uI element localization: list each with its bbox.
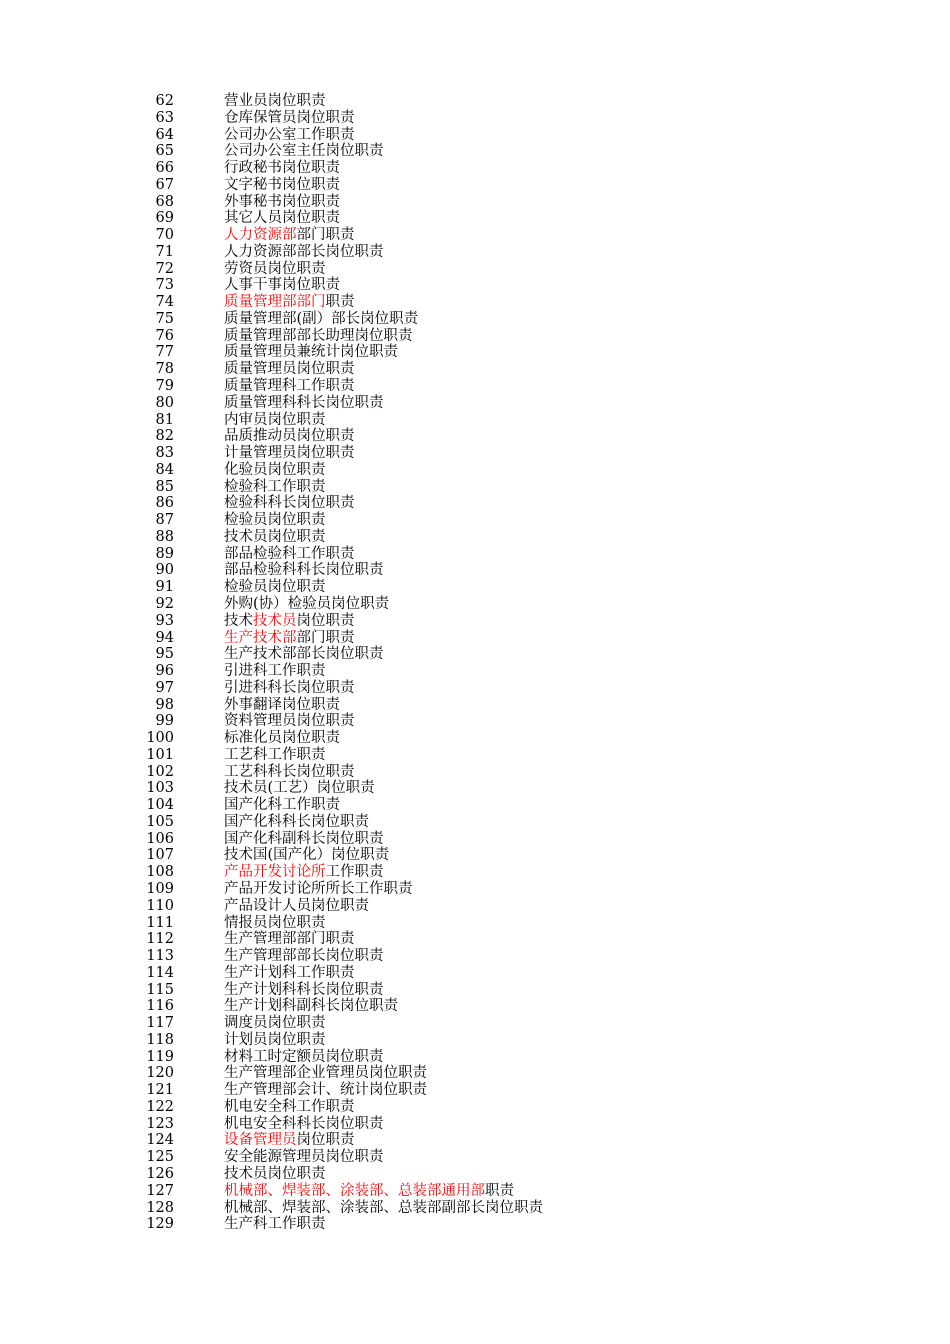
item-title xyxy=(224,361,355,378)
item-number: 108 xyxy=(146,864,174,881)
item-number: 99 xyxy=(155,713,174,730)
item-title xyxy=(224,1049,384,1066)
list-item xyxy=(0,495,950,512)
title-text: 国产化科科长岗位职责 xyxy=(224,813,369,830)
item-number: 105 xyxy=(146,813,174,830)
list-item xyxy=(0,479,950,496)
item-number: 68 xyxy=(155,193,174,210)
list-item xyxy=(0,1049,950,1066)
title-text: 文字秘书岗位职责 xyxy=(224,176,340,193)
title-text: 仓库保管员岗位职责 xyxy=(224,109,355,126)
highlighted-text: 机械部、焊装部、涂装部、总装部通用部 xyxy=(224,1182,485,1199)
item-title xyxy=(224,697,340,714)
title-text: 工艺科科长岗位职责 xyxy=(224,763,355,780)
item-title xyxy=(224,445,355,462)
title-text: 职责 xyxy=(325,294,355,311)
item-number: 70 xyxy=(155,227,174,244)
item-title xyxy=(224,261,326,278)
list-item xyxy=(0,915,950,932)
list-item xyxy=(0,697,950,714)
list-item xyxy=(0,1149,950,1166)
list-item xyxy=(0,948,950,965)
item-title xyxy=(224,630,355,647)
item-number: 107 xyxy=(146,847,174,864)
item-title xyxy=(224,294,355,311)
item-title xyxy=(224,1082,427,1099)
title-text: 行政秘书岗位职责 xyxy=(224,160,340,177)
item-title xyxy=(224,194,340,211)
item-number: 93 xyxy=(155,612,174,629)
item-number: 78 xyxy=(155,361,174,378)
title-text: 部门职责 xyxy=(296,629,355,646)
list-item xyxy=(0,881,950,898)
item-title xyxy=(224,244,384,261)
list-item xyxy=(0,445,950,462)
item-number: 67 xyxy=(155,176,174,193)
list-item xyxy=(0,143,950,160)
title-text: 国产化科副科长岗位职责 xyxy=(224,830,384,847)
list-item xyxy=(0,613,950,630)
item-title xyxy=(224,948,384,965)
item-title xyxy=(224,965,355,982)
item-title xyxy=(224,915,326,932)
item-title xyxy=(224,227,355,244)
item-title xyxy=(224,428,355,445)
item-title xyxy=(224,311,418,328)
list-item xyxy=(0,210,950,227)
title-text: 材料工时定额员岗位职责 xyxy=(224,1048,384,1065)
title-text: 品质推动员岗位职责 xyxy=(224,428,355,445)
item-number: 115 xyxy=(146,981,174,998)
list-item xyxy=(0,1082,950,1099)
list-item xyxy=(0,596,950,613)
list-item xyxy=(0,277,950,294)
item-number: 71 xyxy=(155,243,174,260)
title-text: 技术国(国产化）岗位职责 xyxy=(224,847,390,864)
list-item xyxy=(0,898,950,915)
item-title xyxy=(224,847,389,864)
item-number: 121 xyxy=(146,1082,174,1099)
item-number: 80 xyxy=(155,394,174,411)
title-text: 人事干事岗位职责 xyxy=(224,277,340,294)
item-number: 86 xyxy=(155,495,174,512)
item-number: 85 xyxy=(155,478,174,495)
item-title xyxy=(224,127,355,144)
list-item xyxy=(0,462,950,479)
item-number: 112 xyxy=(146,931,174,948)
title-text: 工作职责 xyxy=(325,864,384,881)
item-title xyxy=(224,479,326,496)
title-text: 质量管理科工作职责 xyxy=(224,378,355,395)
item-title xyxy=(224,596,389,613)
title-text: 外购(协）检验员岗位职责 xyxy=(224,595,390,612)
item-title xyxy=(224,613,355,630)
item-number: 62 xyxy=(155,93,174,109)
title-text: 技术员(工艺）岗位职责 xyxy=(224,780,375,797)
list-item xyxy=(0,529,950,546)
title-text: 人力资源部部长岗位职责 xyxy=(224,243,384,260)
title-text: 机械部、焊装部、涂装部、总装部副部长岗位职责 xyxy=(224,1199,543,1216)
list-item xyxy=(0,1183,950,1200)
list-item xyxy=(0,680,950,697)
list-item xyxy=(0,512,950,529)
list-item xyxy=(0,110,950,127)
highlighted-text: 质量管理部部门 xyxy=(224,294,326,311)
item-title xyxy=(224,982,384,999)
list-item xyxy=(0,344,950,361)
item-number: 72 xyxy=(155,260,174,277)
list-item xyxy=(0,93,950,110)
item-number: 65 xyxy=(155,143,174,160)
item-number: 103 xyxy=(146,780,174,797)
list-item xyxy=(0,412,950,429)
item-number: 66 xyxy=(155,160,174,177)
item-number: 114 xyxy=(146,964,174,981)
item-number: 79 xyxy=(155,378,174,395)
item-number: 87 xyxy=(155,512,174,529)
item-title xyxy=(224,713,355,730)
list-item xyxy=(0,127,950,144)
item-number: 113 xyxy=(146,948,174,965)
list-item xyxy=(0,1015,950,1032)
title-text: 质量管理员兼统计岗位职责 xyxy=(224,344,398,361)
item-number: 96 xyxy=(155,663,174,680)
item-title xyxy=(224,395,384,412)
title-text: 情报员岗位职责 xyxy=(224,914,326,931)
item-number: 116 xyxy=(146,998,174,1015)
item-number: 104 xyxy=(146,797,174,814)
item-number: 64 xyxy=(155,126,174,143)
list-item xyxy=(0,227,950,244)
highlighted-text: 技术员 xyxy=(253,612,297,629)
title-text: 部品检验科工作职责 xyxy=(224,545,355,562)
item-title xyxy=(224,1032,326,1049)
title-text: 技术员岗位职责 xyxy=(224,1166,326,1182)
item-title xyxy=(224,780,375,797)
list-item xyxy=(0,311,950,328)
item-title xyxy=(224,495,355,512)
item-number: 124 xyxy=(146,1132,174,1149)
highlighted-text: 设备管理员 xyxy=(224,1132,297,1149)
item-title xyxy=(224,529,326,546)
title-text: 引进科工作职责 xyxy=(224,663,326,680)
item-title xyxy=(224,1099,355,1116)
item-title xyxy=(224,1132,355,1149)
item-number: 74 xyxy=(155,294,174,311)
list-item xyxy=(0,328,950,345)
item-title xyxy=(224,277,340,294)
title-text: 检验科工作职责 xyxy=(224,478,326,495)
item-title xyxy=(224,1200,543,1217)
item-title xyxy=(224,110,355,127)
list-item xyxy=(0,713,950,730)
list-item xyxy=(0,294,950,311)
list-item xyxy=(0,864,950,881)
title-text: 公司办公室主任岗位职责 xyxy=(224,143,384,160)
item-number: 110 xyxy=(146,897,174,914)
item-number: 111 xyxy=(146,914,174,931)
item-number: 117 xyxy=(146,1015,174,1032)
title-text: 技术员岗位职责 xyxy=(224,528,326,545)
list-item xyxy=(0,797,950,814)
title-text: 劳资员岗位职责 xyxy=(224,260,326,277)
title-text: 部品检验科科长岗位职责 xyxy=(224,562,384,579)
title-text: 调度员岗位职责 xyxy=(224,1015,326,1032)
item-title xyxy=(224,579,326,596)
title-text: 安全能源管理员岗位职责 xyxy=(224,1149,384,1166)
highlighted-text: 人力资源部 xyxy=(224,227,297,244)
item-number: 95 xyxy=(155,646,174,663)
list-item xyxy=(0,780,950,797)
item-title xyxy=(224,797,340,814)
title-text: 质量管理部部长助理岗位职责 xyxy=(224,327,413,344)
list-item xyxy=(0,965,950,982)
list-item xyxy=(0,361,950,378)
title-text: 岗位职责 xyxy=(296,1132,355,1149)
list-item xyxy=(0,546,950,563)
title-text: 国产化科工作职责 xyxy=(224,797,340,814)
list-item xyxy=(0,831,950,848)
title-text: 工艺科工作职责 xyxy=(224,746,326,763)
item-number: 77 xyxy=(155,344,174,361)
list-item xyxy=(0,1216,950,1233)
list-item xyxy=(0,194,950,211)
item-number: 128 xyxy=(146,1199,174,1216)
item-title xyxy=(224,1116,384,1133)
item-number: 75 xyxy=(155,310,174,327)
list-item xyxy=(0,730,950,747)
item-title xyxy=(224,680,355,697)
item-title xyxy=(224,143,384,160)
item-number: 84 xyxy=(155,461,174,478)
item-number: 118 xyxy=(146,1031,174,1048)
item-title xyxy=(224,831,384,848)
title-text: 检验科科长岗位职责 xyxy=(224,495,355,512)
list-item xyxy=(0,1116,950,1133)
title-text: 外事翻译岗位职责 xyxy=(224,696,340,713)
item-title xyxy=(224,814,369,831)
item-title xyxy=(224,646,384,663)
item-number: 88 xyxy=(155,528,174,545)
list-item xyxy=(0,630,950,647)
title-text: 检验员岗位职责 xyxy=(224,512,326,529)
item-number: 123 xyxy=(146,1115,174,1132)
item-title xyxy=(224,562,384,579)
item-number: 63 xyxy=(155,109,174,126)
item-number: 106 xyxy=(146,830,174,847)
list-item xyxy=(0,1132,950,1149)
highlighted-text: 生产技术部 xyxy=(224,629,297,646)
list-item xyxy=(0,663,950,680)
item-title xyxy=(224,1065,427,1082)
item-number: 90 xyxy=(155,562,174,579)
item-number: 127 xyxy=(146,1182,174,1199)
item-title xyxy=(224,663,326,680)
list-item xyxy=(0,1200,950,1217)
item-title xyxy=(224,177,340,194)
item-number: 91 xyxy=(155,579,174,596)
item-number: 101 xyxy=(146,746,174,763)
list-item xyxy=(0,1099,950,1116)
duty-list xyxy=(0,93,950,1233)
title-text: 内审员岗位职责 xyxy=(224,411,326,428)
item-number: 102 xyxy=(146,763,174,780)
item-number: 125 xyxy=(146,1149,174,1166)
list-item xyxy=(0,428,950,445)
item-title xyxy=(224,412,326,429)
item-number: 82 xyxy=(155,428,174,445)
item-number: 69 xyxy=(155,210,174,227)
item-title xyxy=(224,1166,326,1183)
item-title xyxy=(224,328,413,345)
title-text: 生产计划科科长岗位职责 xyxy=(224,981,384,998)
list-item xyxy=(0,177,950,194)
title-text: 职责 xyxy=(485,1182,514,1199)
item-title xyxy=(224,898,369,915)
list-item xyxy=(0,244,950,261)
item-title xyxy=(224,1183,514,1200)
item-title xyxy=(224,998,398,1015)
list-item xyxy=(0,1065,950,1082)
list-item xyxy=(0,378,950,395)
title-text: 外事秘书岗位职责 xyxy=(224,193,340,210)
title-text: 产品开发讨论所所长工作职责 xyxy=(224,880,413,897)
title-text: 技术 xyxy=(224,612,253,629)
title-text: 计量管理员岗位职责 xyxy=(224,445,355,462)
title-text: 资料管理员岗位职责 xyxy=(224,713,355,730)
item-title xyxy=(224,344,398,361)
item-number: 109 xyxy=(146,880,174,897)
title-text: 生产管理部部门职责 xyxy=(224,931,355,948)
list-item xyxy=(0,395,950,412)
list-item xyxy=(0,998,950,1015)
item-title xyxy=(224,747,326,764)
item-number: 92 xyxy=(155,595,174,612)
item-title xyxy=(224,462,326,479)
title-text: 机电安全科工作职责 xyxy=(224,1098,355,1115)
list-item xyxy=(0,579,950,596)
item-title xyxy=(224,378,355,395)
list-item xyxy=(0,1166,950,1183)
title-text: 检验员岗位职责 xyxy=(224,579,326,596)
title-text: 公司办公室工作职责 xyxy=(224,126,355,143)
title-text: 质量管理员岗位职责 xyxy=(224,361,355,378)
item-number: 126 xyxy=(146,1166,174,1182)
item-title xyxy=(224,160,340,177)
title-text: 机电安全科科长岗位职责 xyxy=(224,1115,384,1132)
item-title xyxy=(224,764,355,781)
item-number: 89 xyxy=(155,545,174,562)
title-text: 质量管理科科长岗位职责 xyxy=(224,394,384,411)
title-text: 计划员岗位职责 xyxy=(224,1031,326,1048)
list-item xyxy=(0,931,950,948)
title-text: 引进科科长岗位职责 xyxy=(224,679,355,696)
title-text: 生产科工作职责 xyxy=(224,1216,326,1233)
highlighted-text: 产品开发讨论所 xyxy=(224,864,326,881)
item-title xyxy=(224,1015,326,1032)
item-title xyxy=(224,1216,326,1233)
item-title xyxy=(224,881,413,898)
title-text: 部门职责 xyxy=(296,227,355,244)
item-number: 76 xyxy=(155,327,174,344)
item-number: 100 xyxy=(146,730,174,747)
title-text: 生产管理部部长岗位职责 xyxy=(224,948,384,965)
list-item xyxy=(0,261,950,278)
item-title xyxy=(224,931,355,948)
item-title xyxy=(224,730,340,747)
title-text: 生产技术部部长岗位职责 xyxy=(224,646,384,663)
list-item xyxy=(0,814,950,831)
list-item xyxy=(0,847,950,864)
list-item xyxy=(0,1032,950,1049)
list-item xyxy=(0,160,950,177)
title-text: 其它人员岗位职责 xyxy=(224,210,340,227)
item-title xyxy=(224,210,340,227)
list-item xyxy=(0,646,950,663)
item-title xyxy=(224,512,326,529)
item-title xyxy=(224,546,355,563)
title-text: 质量管理部(副）部长岗位职责 xyxy=(224,310,419,327)
item-number: 73 xyxy=(155,277,174,294)
item-number: 122 xyxy=(146,1098,174,1115)
list-item xyxy=(0,562,950,579)
item-number: 83 xyxy=(155,445,174,462)
item-number: 98 xyxy=(155,696,174,713)
title-text: 岗位职责 xyxy=(296,612,355,629)
item-title xyxy=(224,93,326,110)
list-item xyxy=(0,982,950,999)
item-number: 129 xyxy=(146,1216,174,1233)
title-text: 生产管理部会计、统计岗位职责 xyxy=(224,1082,427,1099)
item-number: 97 xyxy=(155,679,174,696)
item-title xyxy=(224,864,384,881)
item-number: 94 xyxy=(155,629,174,646)
title-text: 生产计划科工作职责 xyxy=(224,964,355,981)
title-text: 生产计划科副科长岗位职责 xyxy=(224,998,398,1015)
item-number: 120 xyxy=(146,1065,174,1082)
item-number: 119 xyxy=(146,1048,174,1065)
title-text: 标准化员岗位职责 xyxy=(224,730,340,747)
list-item xyxy=(0,764,950,781)
title-text: 产品设计人员岗位职责 xyxy=(224,897,369,914)
title-text: 生产管理部企业管理员岗位职责 xyxy=(224,1065,427,1082)
title-text: 化验员岗位职责 xyxy=(224,461,326,478)
list-item xyxy=(0,747,950,764)
item-number: 81 xyxy=(155,411,174,428)
item-title xyxy=(224,1149,384,1166)
title-text: 营业员岗位职责 xyxy=(224,93,326,109)
